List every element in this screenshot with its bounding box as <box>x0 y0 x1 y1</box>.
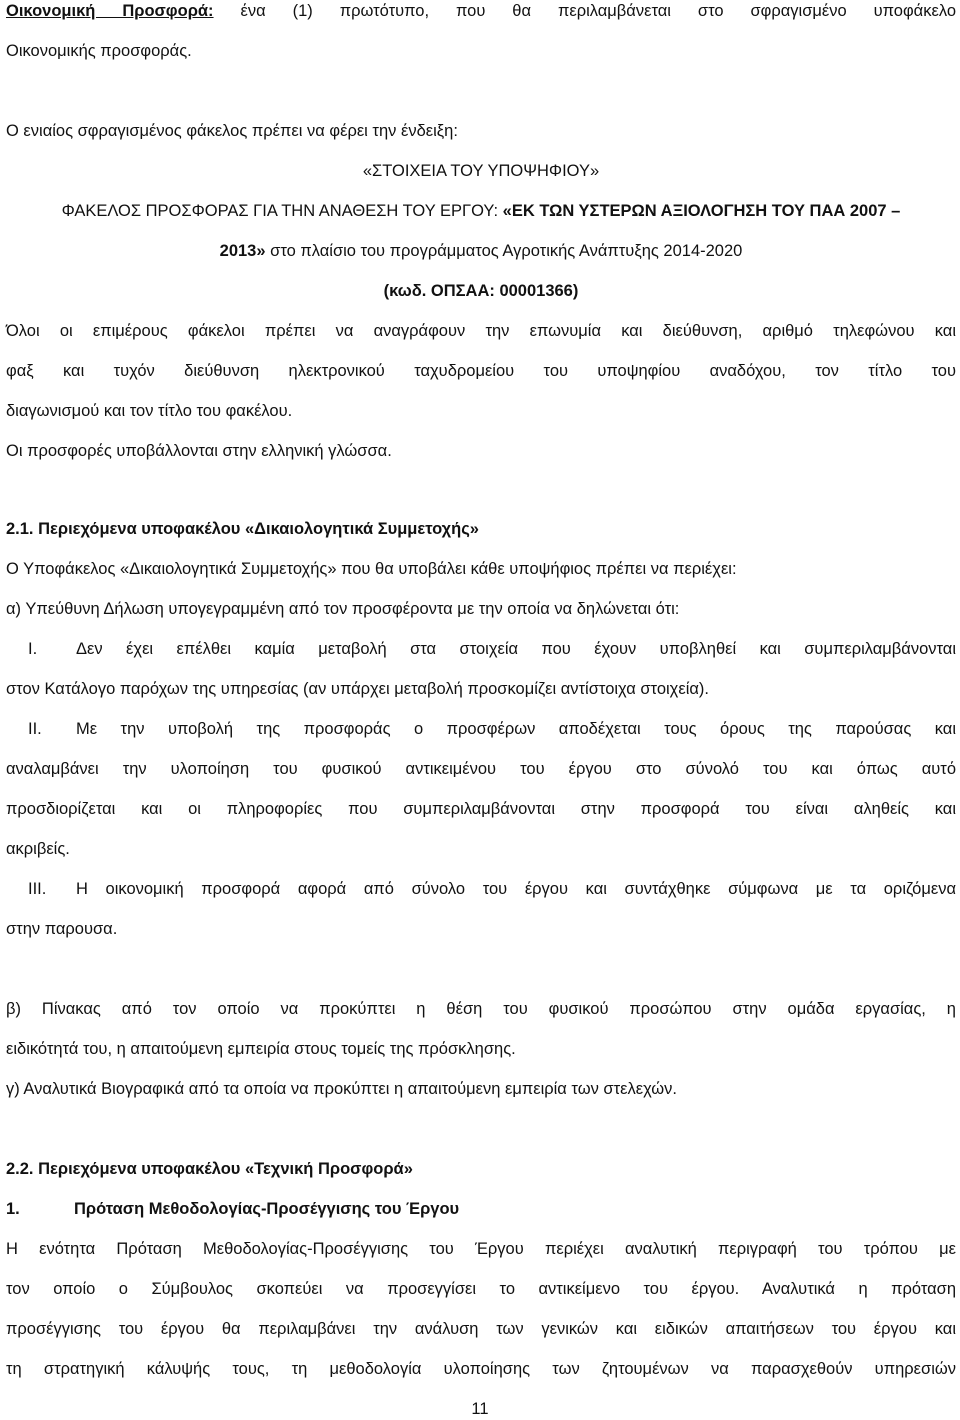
item-b-line-2: ειδικότητά του, η απαιτούμενη εμπειρία στους τομείς της πρόσκλησης. <box>6 1040 516 1058</box>
item-ii-line-2: αναλαμβάνει την υλοποίηση του φυσικού αντικειμένου του έργου στο σύνολό του και όπως αυτό <box>6 760 956 778</box>
item-ii-line-1 <box>28 718 956 740</box>
item-iii-text: Η οικονομική προσφορά αφορά από σύνολο του έργου και συντάχθηκε σύμφωνα με τα οριζόμενα <box>76 880 956 898</box>
section-2-1-title: Περιεχόμενα υποφακέλου «Δικαιολογητικά Συμμετοχής» <box>38 520 479 538</box>
methodology-line-2: τον οποίο ο Σύμβουλος σκοπεύει να προσεγγίσει το αντικείμενο του έργου. Αναλυτικά η πρόταση <box>6 1280 956 1298</box>
section-2-2-title: Περιεχόμενα υποφακέλου «Τεχνική Προσφορά» <box>38 1160 413 1178</box>
offer-label: Οικονομική Προσφορά: <box>6 2 214 20</box>
envelope-title-a: ΦΑΚΕΛΟΣ ΠΡΟΣΦΟΡΑΣ ΓΙΑ ΤΗΝ ΑΝΑΘΕΣΗ ΤΟΥ ΕΡΓΟΥ: <box>61 202 503 220</box>
roman-numeral-ii: II. <box>28 720 42 738</box>
candidate-details-label: «ΣΤΟΙΧΕΙΑ ΤΟΥ ΥΠΟΨΗΦΙΟΥ» <box>362 162 600 180</box>
envelope-intro: Ο ενιαίος σφραγισμένος φάκελος πρέπει να φέρει την ένδειξη: <box>6 122 458 140</box>
envelopes-paragraph-line-2: φαξ και τυχόν διεύθυνση ηλεκτρονικού ταχυδρομείου του υποψηφίου αναδόχου, τον τίτλο του <box>6 362 956 380</box>
item-iii-line-2: στην παρουσα. <box>6 920 118 938</box>
offer-text: ένα (1) πρωτότυπο, που θα περιλαμβάνεται στο σφραγισμένο υποφάκελο <box>213 2 957 20</box>
subsection-1-number: 1. <box>6 1200 20 1218</box>
envelopes-paragraph-line-1: Όλοι οι επιμέρους φάκελοι πρέπει να αναγράφουν την επωνυμία και διεύθυνση, αριθμό τηλεφώνου και <box>6 322 956 340</box>
subsection-1-title: Πρόταση Μεθοδολογίας-Προσέγγισης του Έργου <box>74 1200 460 1218</box>
item-i-text: Δεν έχει επέλθει καμία μεταβολή στα στοιχεία που έχουν υποβληθεί και συμπεριλαμβάνονται <box>76 640 956 658</box>
item-iii-line-1 <box>28 878 956 900</box>
roman-numeral-i: I. <box>28 640 38 658</box>
envelope-title-b: «ΕΚ ΤΩΝ ΥΣΤΕΡΩΝ ΑΞΙΟΛΟΓΗΣΗ ΤΟΥ ΠΑΑ 2007 – <box>502 202 901 220</box>
section-2-2-heading <box>6 1158 413 1180</box>
item-ii-line-4: ακριβείς. <box>6 840 70 858</box>
section-2-2-number: 2.2. <box>6 1160 39 1178</box>
envelope-title-line-2 <box>6 240 956 262</box>
methodology-line-1: Η ενότητα Πρόταση Μεθοδολογίας-Προσέγγισης του Έργου περιέχει αναλυτική περιγραφή του τρόπου με <box>6 1240 956 1258</box>
envelope-title-line-1 <box>6 200 956 222</box>
program-code: (κωδ. ΟΠΣΑΑ: 00001366) <box>383 282 579 300</box>
section-2-1-intro: Ο Υποφάκελος «Δικαιολογητικά Συμμετοχής» που θα υποβάλει κάθε υποψήφιος πρέπει να περιέχει: <box>6 560 737 578</box>
item-c: γ) Αναλυτικά Βιογραφικά από τα οποία να προκύπτει η απαιτούμενη εμπειρία των στελεχών. <box>6 1080 678 1098</box>
methodology-line-4: τη στρατηγική κάλυψής τους, τη μεθοδολογία υλοποίησης των ζητουμένων να παρασχεθούν υπηρεσιών <box>6 1360 956 1378</box>
item-a: α) Υπεύθυνη Δήλωση υπογεγραμμένη από τον προσφέροντα με την οποία να δηλώνεται ότι: <box>6 600 680 618</box>
methodology-line-3: προσέγγισης του έργου θα περιλαμβάνει την ανάλυση των γενικών και ειδικών απαιτήσεων του έργου και <box>6 1320 956 1338</box>
offer-paragraph-line-2: Οικονομικής προσφοράς. <box>6 42 192 60</box>
item-i-line-1 <box>28 638 956 660</box>
subsection-1-heading <box>6 1198 459 1220</box>
item-b-line-1: β) Πίνακας από τον οποίο να προκύπτει η θέση του φυσικού προσώπου στην ομάδα εργασίας, η <box>6 1000 956 1018</box>
item-i-line-2: στον Κατάλογο παρόχων της υπηρεσίας (αν υπάρχει μεταβολή προσκομίζει αντίστοιχα στοιχεία). <box>6 680 709 698</box>
envelope-title-c: 2013» <box>219 242 266 260</box>
section-2-1-heading <box>6 518 479 540</box>
language-note: Οι προσφορές υποβάλλονται στην ελληνική γλώσσα. <box>6 442 392 460</box>
page-number: 11 <box>471 1400 489 1418</box>
item-ii-text: Με την υποβολή της προσφοράς ο προσφέρων αποδέχεται τους όρους της παρούσας και <box>76 720 956 738</box>
offer-paragraph-line-1 <box>6 0 956 22</box>
section-2-1-number: 2.1. <box>6 520 39 538</box>
roman-numeral-iii: III. <box>28 880 47 898</box>
envelopes-paragraph-line-3: διαγωνισμού και τον τίτλο του φακέλου. <box>6 402 293 420</box>
item-ii-line-3: προσδιορίζεται και οι πληροφορίες που συμπεριλαμβάνονται στην προσφορά του είναι αληθείς και <box>6 800 956 818</box>
envelope-title-d: στο πλαίσιο του προγράμματος Αγροτικής Ανάπτυξης 2014-2020 <box>265 242 743 260</box>
